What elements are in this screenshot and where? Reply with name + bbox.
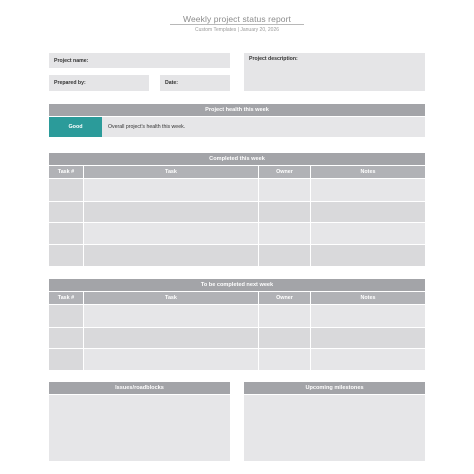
column-header-notes: Notes — [311, 166, 425, 178]
report-title: Weekly project status report — [183, 14, 291, 24]
table-row — [49, 202, 425, 222]
notes-cell[interactable] — [311, 349, 425, 370]
project-health-header: Project health this week — [49, 104, 425, 116]
notes-cell[interactable] — [311, 179, 425, 201]
milestones-field[interactable] — [244, 395, 425, 461]
task-number-cell[interactable] — [49, 179, 83, 201]
issues-field[interactable] — [49, 395, 230, 461]
task-cell[interactable] — [84, 349, 258, 370]
issues-header: Issues/roadblocks — [49, 382, 230, 394]
health-status-badge[interactable]: Good — [49, 117, 102, 137]
owner-cell[interactable] — [259, 245, 310, 266]
title-underline — [170, 24, 304, 25]
task-cell[interactable] — [84, 202, 258, 222]
health-description-text: Overall project's health this week. — [108, 124, 186, 130]
prepared-by-label: Prepared by: — [54, 80, 86, 86]
task-number-cell[interactable] — [49, 202, 83, 222]
notes-cell[interactable] — [311, 202, 425, 222]
project-description-label: Project description: — [249, 56, 298, 62]
notes-cell[interactable] — [311, 245, 425, 266]
project-description-field[interactable] — [244, 53, 425, 91]
upcoming-table-header: To be completed next week — [49, 279, 425, 291]
owner-cell[interactable] — [259, 202, 310, 222]
health-description-field[interactable] — [102, 117, 425, 137]
milestones-header: Upcoming milestones — [244, 382, 425, 394]
column-header-task-number: Task # — [49, 166, 83, 178]
completed-table-header: Completed this week — [49, 153, 425, 165]
task-number-cell[interactable] — [49, 328, 83, 348]
task-number-cell[interactable] — [49, 349, 83, 370]
column-header-task-number: Task # — [49, 292, 83, 304]
task-number-cell[interactable] — [49, 223, 83, 244]
table-row — [49, 349, 425, 370]
column-header-task: Task — [84, 292, 258, 304]
project-name-field[interactable] — [49, 53, 230, 68]
project-name-label: Project name: — [54, 58, 89, 64]
table-row — [49, 223, 425, 244]
owner-cell[interactable] — [259, 179, 310, 201]
task-cell[interactable] — [84, 305, 258, 327]
notes-cell[interactable] — [311, 223, 425, 244]
column-header-owner: Owner — [259, 166, 310, 178]
report-subtitle: Custom Templates | January 20, 2026 — [194, 27, 280, 33]
date-label: Date: — [165, 80, 178, 86]
table-row — [49, 305, 425, 327]
notes-cell[interactable] — [311, 328, 425, 348]
table-row — [49, 328, 425, 348]
task-cell[interactable] — [84, 245, 258, 266]
owner-cell[interactable] — [259, 223, 310, 244]
owner-cell[interactable] — [259, 328, 310, 348]
prepared-by-field[interactable] — [49, 75, 149, 91]
task-cell[interactable] — [84, 179, 258, 201]
date-field[interactable] — [160, 75, 230, 91]
column-header-task: Task — [84, 166, 258, 178]
column-header-notes: Notes — [311, 292, 425, 304]
task-number-cell[interactable] — [49, 305, 83, 327]
owner-cell[interactable] — [259, 305, 310, 327]
column-header-owner: Owner — [259, 292, 310, 304]
task-cell[interactable] — [84, 223, 258, 244]
task-number-cell[interactable] — [49, 245, 83, 266]
completed-column-header-row — [49, 166, 425, 178]
table-row — [49, 179, 425, 201]
task-cell[interactable] — [84, 328, 258, 348]
notes-cell[interactable] — [311, 305, 425, 327]
upcoming-column-header-row — [49, 292, 425, 304]
owner-cell[interactable] — [259, 349, 310, 370]
table-row — [49, 245, 425, 266]
